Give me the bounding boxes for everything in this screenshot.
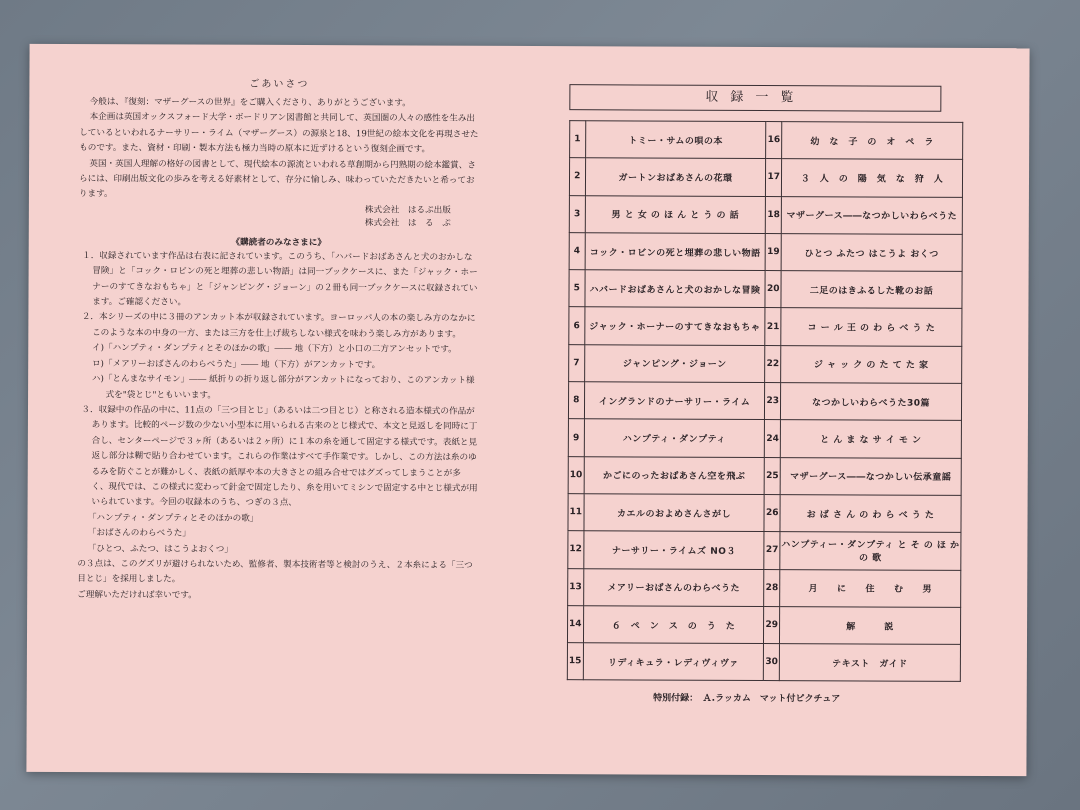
special-supplement: 特別付録： Ａ.ラッカム マット付ピクチュア <box>653 694 841 705</box>
item-title: なつかしいわらべうた30篇 <box>780 383 961 421</box>
greeting-paragraph-2: 本企画は英国オックスフォード大学・ボードリアン図書館と共同して、英国圏の人々の感性を生み出しているといわれるナーサリー・ライム（マザーグース）の源泉と18、19世紀の絵本文化を再現させたものです。また、資材・印刷・製本方法も極力当時の原本に近ずけるという復刻企画です。 <box>79 112 479 155</box>
item-number: 30 <box>764 644 780 681</box>
item-title: 月 に 住 む 男 <box>780 569 961 607</box>
notice-item-1: １．収録されています作品は右表に記されています。このうち、「ハバードおばあさんと犬のおかしな冒険」と「コック・ロビンの死と埋葬の悲しい物語」は同一ブックケースに、また「ジャック・ホーナーのすてきなおもちゃ」と「ジャンピング・ジョーン」の２冊も同一ブックケースに収録されています。ご確認ください。 <box>82 250 478 308</box>
item-title: カエルのおよめさんさがし <box>583 494 764 532</box>
item-number: 10 <box>568 456 584 493</box>
notice-item-2a: イ)「ハンプティ・ダンプティとそのほかの歌」―― 地（下方）と小口の二方アンセットです。 <box>92 343 457 355</box>
table-row <box>568 494 961 533</box>
item-title: ジャンピング・ジョーン <box>584 345 765 383</box>
item-title: 二足のはきふるした靴のお話 <box>781 271 962 309</box>
item-number: 13 <box>568 568 584 605</box>
table-row <box>568 382 961 421</box>
item-title: テキスト ガイド <box>779 644 960 682</box>
item-title: ひとつ ふたつ はこうよ おくつ <box>781 233 962 271</box>
notice-quote-1: 「ハンプティ・ダンプティとそのほかの歌」 <box>87 512 259 524</box>
item-number: 6 <box>569 307 585 344</box>
item-title: ジ ャ ッ ク の た て た 家 <box>781 345 962 383</box>
item-title: 解 説 <box>779 606 960 644</box>
item-number: 3 <box>569 195 585 232</box>
item-title: ガートンおばあさんの花環 <box>585 158 766 196</box>
item-number: 2 <box>569 158 585 195</box>
publisher-signature-1: 株式会社 はるぷ出版 <box>364 205 451 216</box>
item-title: 幼 な 子 の オ ペ ラ <box>782 122 963 160</box>
item-title: ３ 人 の 陽 気 な 狩 人 <box>781 159 962 197</box>
item-title: ６ ペ ン ス の う た <box>583 606 764 644</box>
item-number: 23 <box>765 383 781 420</box>
item-number: 4 <box>569 233 585 270</box>
item-number: 18 <box>766 196 782 233</box>
item-number: 28 <box>764 569 780 606</box>
document-sheet <box>26 44 1029 776</box>
item-number: 5 <box>569 270 585 307</box>
table-row <box>568 419 961 458</box>
table-row <box>569 233 962 272</box>
item-title: ハンプティー・ダンプティ と そ の ほ か の 歌 <box>780 532 961 570</box>
table-row <box>567 643 960 682</box>
item-title: マザーグース――なつかしいわらべうた <box>781 196 962 234</box>
notice-item-2c: ハ)「とんまなサイモン」―― 紙折りの折り返し部分がアンカットになっており、このアンカット様式を"袋とじ"ともいいます。 <box>91 374 475 401</box>
item-title: コ ー ル 王 の わ ら べ う た <box>781 308 962 346</box>
greeting-section <box>77 74 479 605</box>
item-title: メアリーおばさんのわらべうた <box>583 568 764 606</box>
item-title: お ば さ ん の わ ら べ う た <box>780 495 961 533</box>
item-number: 19 <box>766 233 782 270</box>
table-row <box>569 195 962 234</box>
table-row <box>569 344 962 383</box>
item-number: 15 <box>567 643 583 680</box>
notice-quote-2: 「おばさんのわらべうた」 <box>87 528 191 539</box>
item-title: 男 と 女 の ほ ん と う の 話 <box>585 195 766 233</box>
greeting-title: ごあいさつ <box>249 78 310 91</box>
notice-item-2: ２．本シリーズの中に３冊のアンカット本が収録されています。ヨーロッパ人の本の楽しみ方のなかにこのような本の中身の一方、または三方を仕上げ裁ちしない様式を味わう楽しみ方があります。 <box>81 312 476 340</box>
item-number: 8 <box>568 382 584 419</box>
table-row <box>568 531 961 570</box>
table-row <box>568 568 961 607</box>
item-title: イングランドのナーサリー・ライム <box>584 382 765 420</box>
contents-table <box>567 120 963 682</box>
item-number: 24 <box>765 420 781 457</box>
greeting-paragraph-1: 今般は、『復刻：マザーグースの世界』をご購入くださり、ありがとうございます。 <box>89 97 411 109</box>
table-row <box>570 121 963 160</box>
item-title: リディキュラ・レディヴィヴァ <box>583 643 764 681</box>
table-row <box>567 606 960 645</box>
item-number: 27 <box>764 532 780 569</box>
item-title: マザーグース――なつかしい伝承童謡 <box>780 457 961 495</box>
notice-item-3: ３．収録中の作品の中に、11点の「三つ目とじ」（あるいは二つ目とじ）と称される造本様式の作品があります。比較的ページ数の少ない小型本に用いられる古来のとじ様式で、本文と見返しを同時に丁合し、センターページで３ヶ所（あるいは２ヶ所）に１本の糸を通して固定する様式です。表紙と見返し部分は糊で貼り合わせています。これらの作業はすべて手作業です。しかし、この方法は糸のゆるみを防ぐことが難かしく、表紙の紙厚や本の大きさとの組み合せではグズってしまうことが多く、現代では、この様式に変わって針金で固定したり、糸を用いてミシンで固定する中とじ様式が用いられています。今回の収録本のうち、つぎの３点、 <box>81 404 478 509</box>
item-number: 7 <box>569 344 585 381</box>
table-row <box>569 307 962 346</box>
contents-section <box>567 84 970 705</box>
notice-quote-3: 「ひとつ、ふたつ、はこうよおくつ」 <box>87 543 233 555</box>
item-number: 22 <box>765 345 781 382</box>
item-number: 9 <box>568 419 584 456</box>
publisher-signature-2: 株式会社 は る ぷ <box>364 218 451 229</box>
item-number: 21 <box>765 308 781 345</box>
contents-heading: 収録一覧 <box>569 84 941 112</box>
greeting-paragraph-3: 英国・英国人理解の格好の図書として、現代絵本の源流といわれる草創期から円熟期の絵本鑑賞、さらには、印刷出版文化の歩みを考える好素材として、存分に愉しみ、味わっていただきたいと希っております。 <box>78 158 476 200</box>
item-title: ハンプティ・ダンプティ <box>584 419 765 457</box>
item-title: ジャック・ホーナーのすてきなおもちゃ <box>584 307 765 345</box>
notice-item-2b: ロ)「メアリーおばさんのわらべうた」―― 地（下方）がアンカットです。 <box>91 358 381 371</box>
notice-closing: ご理解いただければ幸いです。 <box>77 589 197 601</box>
notice-heading: 《購読者のみなさまに》 <box>231 237 327 248</box>
item-number: 12 <box>568 531 584 568</box>
item-title: と ん ま な サ イ モ ン <box>780 420 961 458</box>
item-title: ハバードおばあさんと犬のおかしな冒険 <box>584 270 765 308</box>
table-row <box>569 158 962 197</box>
item-number: 1 <box>570 121 586 158</box>
item-number: 25 <box>765 457 781 494</box>
item-number: 20 <box>765 271 781 308</box>
item-title: ナーサリー・ライムズ NO３ <box>583 531 764 569</box>
item-number: 29 <box>764 606 780 643</box>
item-title: トミー・サムの唄の本 <box>585 121 766 159</box>
item-number: 16 <box>766 122 782 159</box>
table-row <box>568 456 961 495</box>
item-number: 26 <box>764 495 780 532</box>
item-number: 14 <box>567 606 583 643</box>
item-title: かごにのったおばあさん空を飛ぶ <box>584 456 765 494</box>
notice-item-3-end: の３点は、このグズリが避けられないため、監修者、製本技術者等と検討のうえ、２本糸による「三つ目とじ」を採用しました。 <box>77 559 473 585</box>
table-row <box>569 270 962 309</box>
item-number: 17 <box>766 159 782 196</box>
item-title: コック・ロビンの死と埋葬の悲しい物語 <box>585 233 766 271</box>
item-number: 11 <box>568 494 584 531</box>
